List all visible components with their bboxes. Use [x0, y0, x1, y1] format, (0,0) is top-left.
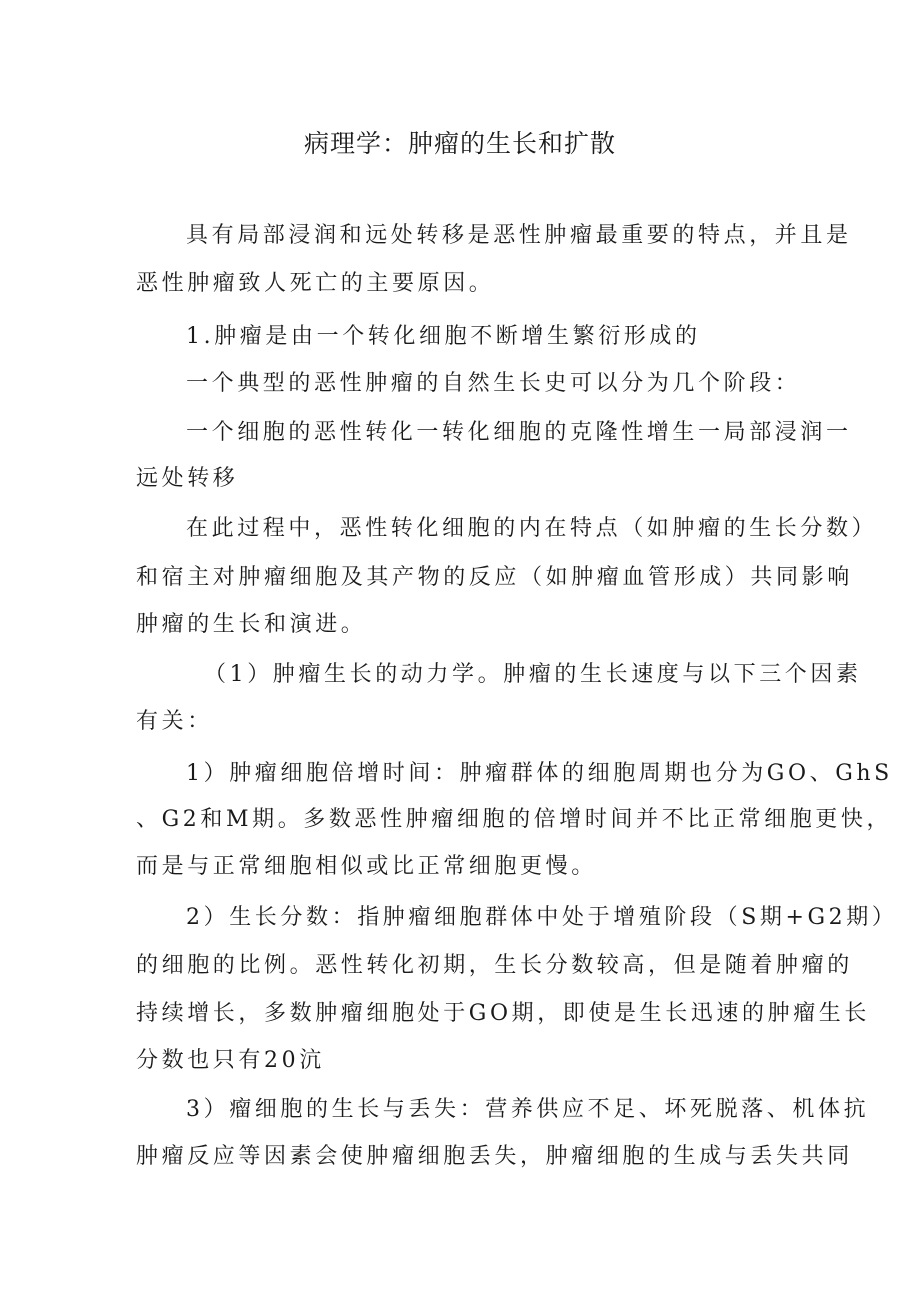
list-item-line: 分数也只有20沆: [136, 1048, 325, 1073]
paragraph-line: 远处转移: [136, 466, 239, 491]
list-item-line: 3）瘤细胞的生长与丢失：营养供应不足、坏死脱落、机体抗: [186, 1097, 870, 1122]
list-item-line: 而是与正常细胞相似或比正常细胞更慢。: [136, 854, 597, 879]
list-item-line: 的细胞的比例。恶性转化初期，生长分数较高，但是随着肿瘤的: [136, 953, 853, 978]
subsection-heading: （1）肿瘤生长的动力学。肿瘤的生长速度与以下三个因素: [204, 662, 862, 687]
document-title: 病理学：肿瘤的生长和扩散: [303, 129, 616, 158]
paragraph-line: 一个细胞的恶性转化一转化细胞的克隆性增生一局部浸润一: [186, 420, 852, 445]
list-item-line: 、G2和M期。多数恶性肿瘤细胞的倍增时间并不比正常细胞更快，: [136, 807, 893, 832]
paragraph-line: 一个典型的恶性肿瘤的自然生长史可以分为几个阶段：: [186, 371, 801, 396]
list-item-line: 持续增长，多数肿瘤细胞处于GO期，即使是生长迅速的肿瘤生长: [136, 1001, 871, 1026]
section-heading: 1.肿瘤是由一个转化细胞不断增生繁衍形成的: [186, 324, 701, 349]
paragraph-line: 具有局部浸润和远处转移是恶性肿瘤最重要的特点，并且是: [186, 223, 852, 248]
paragraph-line: 有关：: [136, 709, 213, 734]
paragraph-line: 在此过程中，恶性转化细胞的内在特点（如肿瘤的生长分数）: [186, 516, 878, 541]
paragraph-line: 恶性肿瘤致人死亡的主要原因。: [136, 271, 495, 296]
list-item-line: 肿瘤反应等因素会使肿瘤细胞丢失，肿瘤细胞的生成与丢失共同: [136, 1144, 853, 1169]
paragraph-line: 肿瘤的生长和演进。: [136, 612, 367, 637]
list-item-line: 2）生长分数：指肿瘤细胞群体中处于增殖阶段（S期+G2期）: [186, 905, 898, 930]
list-item-line: 1）肿瘤细胞倍增时间：肿瘤群体的细胞周期也分为GO、GhS: [186, 761, 893, 786]
paragraph-line: 和宿主对肿瘤细胞及其产物的反应（如肿瘤血管形成）共同影响: [136, 565, 853, 590]
